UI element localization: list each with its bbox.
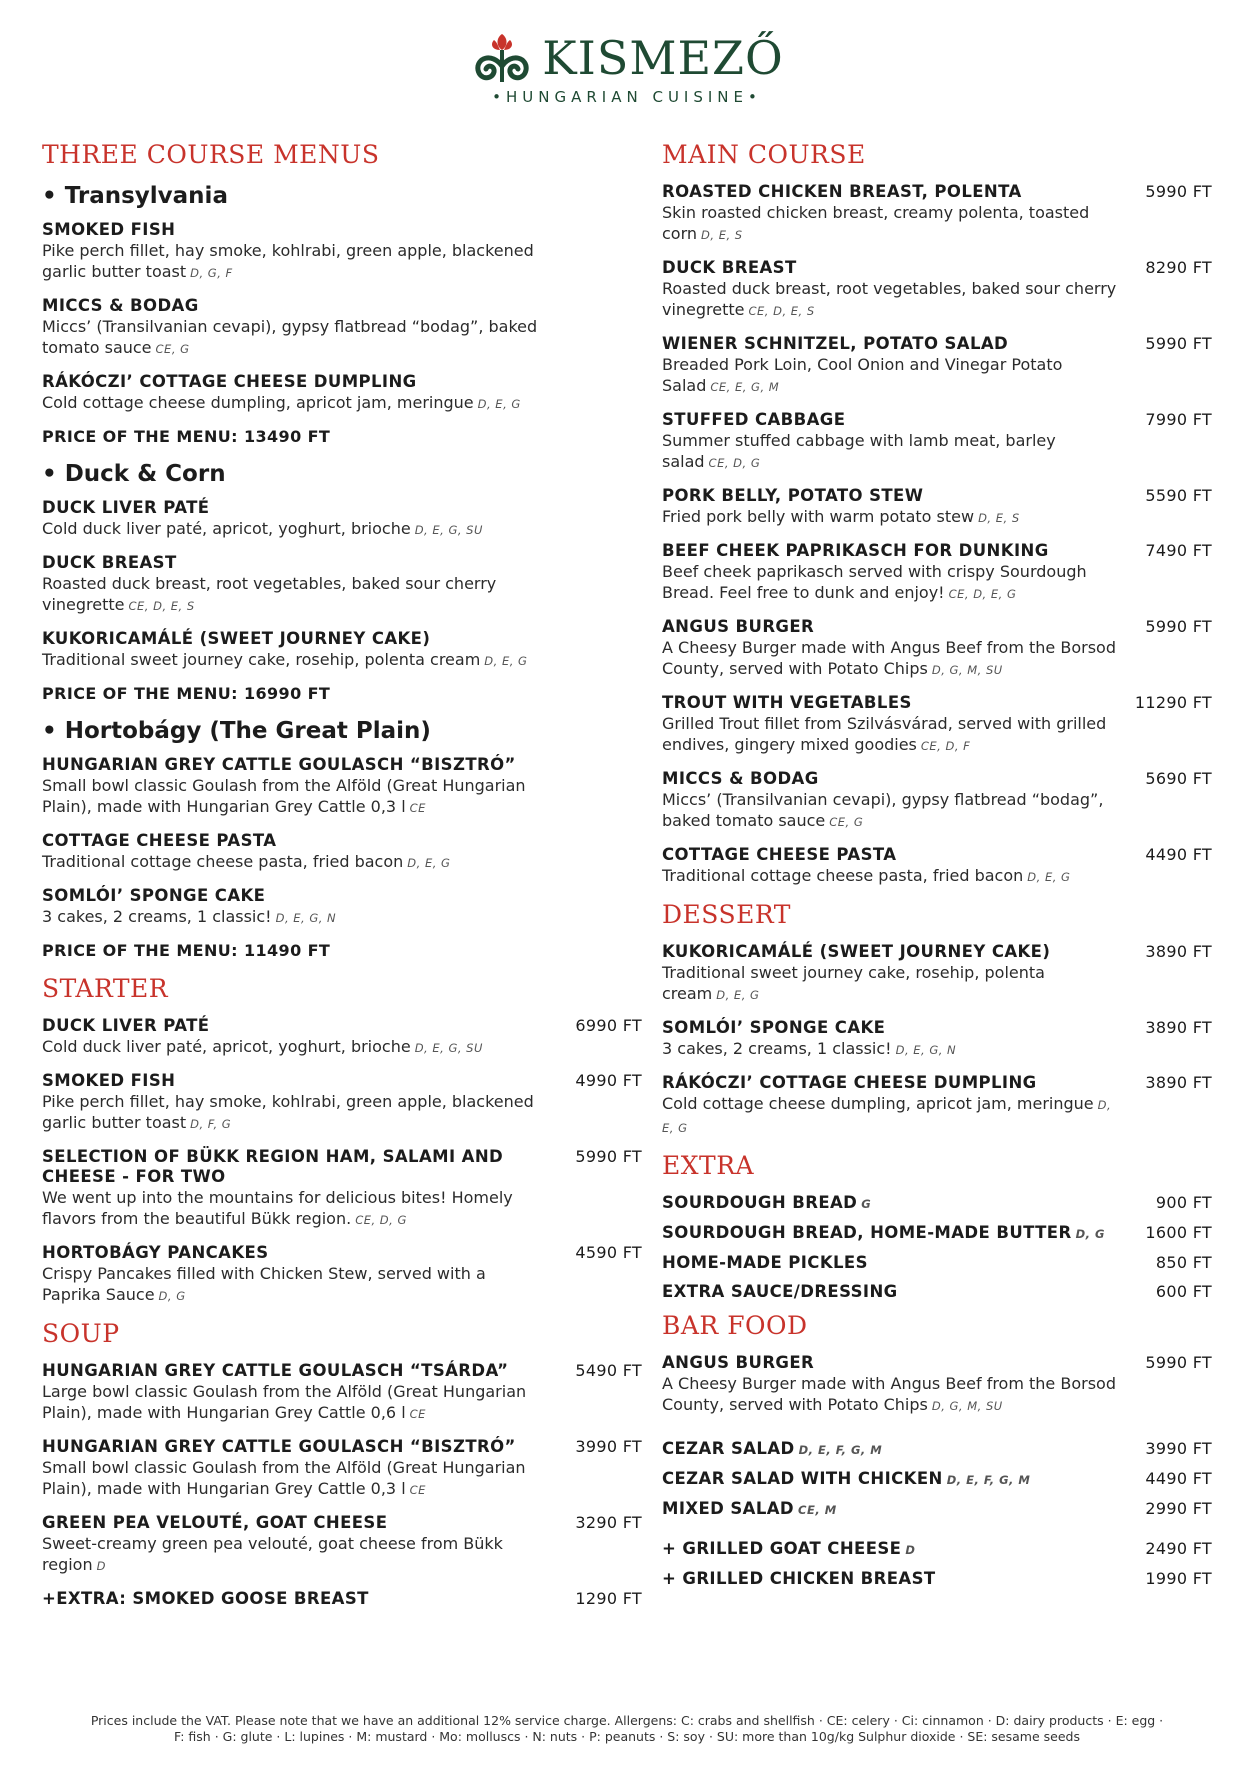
item-description-text: Cold cottage cheese dumpling, apricot jam, meringue — [42, 393, 474, 412]
item-name — [662, 769, 1212, 789]
item-name — [42, 1071, 642, 1091]
item-description — [662, 354, 1212, 398]
allergen-codes: D, E, G — [716, 988, 760, 1002]
menu-item — [42, 296, 642, 360]
item-price: 5690 FT — [1145, 769, 1212, 788]
allergen-codes: CE, D, E, G — [948, 587, 1017, 601]
item-price: 3890 FT — [1145, 1073, 1212, 1092]
item-name — [662, 1282, 1212, 1302]
item-description — [42, 1533, 642, 1577]
menu-item — [42, 1147, 642, 1231]
bar-salad-list — [662, 1439, 1212, 1520]
item-description — [662, 865, 1212, 888]
item-price: 6990 FT — [575, 1016, 642, 1035]
bar-addon-list — [662, 1539, 1212, 1589]
item-name-text: PORK BELLY, POTATO STEW — [662, 486, 924, 505]
item-price: 5990 FT — [575, 1147, 642, 1166]
item-name-text: ANGUS BURGER — [662, 617, 815, 636]
item-name-text: MIXED SALAD — [662, 1499, 795, 1518]
allergen-codes: CE, D, F — [920, 739, 971, 753]
menu-item — [662, 1499, 1212, 1520]
item-description — [42, 392, 642, 415]
item-price: 2490 FT — [1145, 1539, 1212, 1558]
item-description-text: Beef cheek paprikasch served with crispy Sourdough Bread. Feel free to dunk and enjoy! — [662, 562, 1087, 602]
allergen-codes: D, E, S — [701, 228, 743, 242]
allergen-codes: CE, D, G — [355, 1213, 407, 1227]
item-name — [42, 553, 642, 573]
item-description-text: A Cheesy Burger made with Angus Beef from the Borsod County, served with Potato Chips — [662, 638, 1116, 678]
allergen-codes: CE, E, G, M — [710, 380, 780, 394]
item-description-text: Traditional sweet journey cake, rosehip, polenta cream — [42, 650, 481, 669]
item-description-text: Small bowl classic Goulash from the Alföld (Great Hungarian Plain), made with Hungarian Grey Cattle 0,3 l — [42, 776, 526, 816]
allergen-codes: D, E, G — [1027, 870, 1071, 884]
section-title-main-course: MAIN COURSE — [662, 140, 866, 169]
allergen-codes: D, E, G — [477, 397, 521, 411]
section-title-dessert: DESSERT — [662, 900, 791, 929]
allergen-codes: D, E, S — [978, 511, 1020, 525]
menu-item — [662, 541, 1212, 605]
item-name-text: MICCS & BODAG — [662, 769, 819, 788]
set-menu-name: • Hortobágy (The Great Plain) — [42, 718, 431, 744]
menu-item — [662, 1253, 1212, 1273]
menu-item — [42, 886, 642, 929]
item-price: 8290 FT — [1145, 258, 1212, 277]
item-name — [42, 629, 642, 649]
menu-item — [662, 1353, 1212, 1417]
item-description — [662, 430, 1212, 474]
item-name-text: ANGUS BURGER — [662, 1353, 815, 1372]
item-name-text: DUCK LIVER PATÉ — [42, 1016, 210, 1035]
item-name-text: BEEF CHEEK PAPRIKASCH FOR DUNKING — [662, 541, 1049, 560]
allergen-codes: D — [96, 1559, 106, 1573]
item-name-text: SOURDOUGH BREAD — [662, 1193, 858, 1212]
soup-list — [42, 1361, 642, 1577]
item-description — [42, 573, 642, 617]
bar-burger — [662, 1353, 1212, 1417]
allergen-codes: D, G — [1075, 1227, 1105, 1241]
item-name-text: GREEN PEA VELOUTÉ, GOAT CHEESE — [42, 1513, 388, 1532]
item-name — [662, 486, 1212, 506]
menu-item — [662, 334, 1212, 398]
item-name-text: SOURDOUGH BREAD, HOME-MADE BUTTER — [662, 1223, 1072, 1242]
folk-flower-logo-icon — [470, 30, 534, 86]
item-name-text: TROUT WITH VEGETABLES — [662, 693, 912, 712]
allergen-footnote — [0, 1713, 1254, 1745]
menu-item — [662, 1282, 1212, 1302]
item-description-text: Crispy Pancakes filled with Chicken Stew, served with a Paprika Sauce — [42, 1264, 486, 1304]
item-name-text: MICCS & BODAG — [42, 296, 199, 315]
item-name — [662, 1353, 1212, 1373]
logo — [0, 30, 1254, 86]
item-name — [662, 1439, 1212, 1460]
item-name-text: DUCK LIVER PATÉ — [42, 498, 210, 517]
item-description — [42, 1457, 642, 1501]
item-name — [662, 541, 1212, 561]
allergen-codes: CE, G — [155, 342, 190, 356]
item-price: 3890 FT — [1145, 942, 1212, 961]
menu-item — [42, 553, 642, 617]
item-name-text: CEZAR SALAD WITH CHICKEN — [662, 1469, 943, 1488]
item-description-text: Pike perch fillet, hay smoke, kohlrabi, green apple, blackened garlic butter toast — [42, 1092, 534, 1132]
item-description — [662, 789, 1212, 833]
set-menu-name: • Duck & Corn — [42, 461, 226, 487]
item-price: 5990 FT — [1145, 334, 1212, 353]
item-description-text: Summer stuffed cabbage with lamb meat, barley salad — [662, 431, 1056, 471]
item-name-text: EXTRA SAUCE/DRESSING — [662, 1282, 898, 1301]
item-name — [662, 182, 1212, 202]
allergen-codes: D, E, F, G, M — [946, 1473, 1031, 1487]
item-price: 1600 FT — [1145, 1223, 1212, 1242]
item-name — [42, 1016, 642, 1036]
item-description — [662, 506, 1212, 529]
item-name — [662, 845, 1212, 865]
item-description — [42, 1036, 642, 1059]
item-price: 5490 FT — [575, 1361, 642, 1380]
allergen-codes: D, G, M, SU — [931, 663, 1003, 677]
allergen-codes: CE — [409, 801, 426, 815]
item-description-text: Roasted duck breast, root vegetables, baked sour cherry vinegrette — [42, 574, 497, 614]
item-name-text: KUKORICAMÁLÉ (SWEET JOURNEY CAKE) — [662, 942, 1051, 961]
item-description — [42, 649, 642, 672]
item-name — [42, 886, 642, 906]
item-name-text: SMOKED FISH — [42, 1071, 176, 1090]
menu-item — [662, 182, 1212, 246]
menu-item — [662, 617, 1212, 681]
brand-subtitle: •HUNGARIAN CUISINE• — [492, 88, 762, 106]
allergen-codes: D, G, M, SU — [931, 1399, 1003, 1413]
section-title-three-course: THREE COURSE MENUS — [42, 140, 380, 169]
menu-item — [662, 1073, 1212, 1139]
allergen-codes: D, E, G, SU — [414, 1041, 483, 1055]
item-description-text: Cold cottage cheese dumpling, apricot jam, meringue — [662, 1094, 1094, 1113]
item-description — [42, 240, 642, 284]
item-price: 1290 FT — [575, 1589, 642, 1608]
menu-item — [42, 1437, 642, 1501]
set-menus — [42, 182, 642, 960]
item-name — [662, 334, 1212, 354]
item-price: 5990 FT — [1145, 1353, 1212, 1372]
item-name-text: COTTAGE CHEESE PASTA — [42, 831, 277, 850]
item-name-text: RÁKÓCZI’ COTTAGE CHEESE DUMPLING — [662, 1073, 1037, 1092]
section-title-soup: SOUP — [42, 1319, 120, 1348]
menu-header — [0, 30, 1254, 106]
allergen-codes: D, E, G, SU — [414, 523, 483, 537]
item-description — [42, 1263, 642, 1307]
item-name — [42, 498, 642, 518]
item-description-text: Pike perch fillet, hay smoke, kohlrabi, green apple, blackened garlic butter toast — [42, 241, 534, 281]
item-description-text: Cold duck liver paté, apricot, yoghurt, brioche — [42, 519, 411, 538]
allergen-codes: CE, G — [829, 815, 864, 829]
item-name-text: CEZAR SALAD — [662, 1439, 795, 1458]
item-name — [662, 1193, 1212, 1214]
item-name-text: + GRILLED CHICKEN BREAST — [662, 1569, 936, 1588]
item-description-text: Breaded Pork Loin, Cool Onion and Vinegar Potato Salad — [662, 355, 1063, 395]
allergen-codes: D, E, G — [407, 856, 451, 870]
item-price: 11290 FT — [1134, 693, 1212, 712]
item-price: 7490 FT — [1145, 541, 1212, 560]
menu-item — [662, 258, 1212, 322]
item-name-text: DUCK BREAST — [42, 553, 177, 572]
item-name — [662, 942, 1212, 962]
menu-item — [42, 1071, 642, 1135]
menu-item — [42, 1016, 642, 1059]
item-price: 4490 FT — [1145, 845, 1212, 864]
item-description — [42, 906, 642, 929]
item-name — [42, 296, 642, 316]
item-name — [662, 693, 1212, 713]
allergen-codes: CE, M — [798, 1503, 837, 1517]
item-description — [42, 1381, 642, 1425]
item-name — [662, 1499, 1212, 1520]
starter-list — [42, 1016, 642, 1307]
allergen-codes: D, G, F — [190, 266, 233, 280]
allergen-codes: D, E, G, N — [275, 911, 337, 925]
item-description-text: Miccs’ (Transilvanian cevapi), gypsy flatbread “bodag”, baked tomato sauce — [662, 790, 1104, 830]
allergen-codes: D, E, G — [662, 1098, 1112, 1135]
brand-name: KISMEZŐ — [542, 31, 784, 85]
section-title-bar-food: BAR FOOD — [662, 1311, 808, 1340]
soup-extra-item — [42, 1589, 642, 1609]
item-name — [42, 831, 642, 851]
section-title-extra: EXTRA — [662, 1151, 755, 1180]
item-description-text: A Cheesy Burger made with Angus Beef from the Borsod County, served with Potato Chips — [662, 1374, 1116, 1414]
item-description-text: Fried pork belly with warm potato stew — [662, 507, 975, 526]
item-description-text: We went up into the mountains for delicious bites! Homely flavors from the beautiful Bükk region. — [42, 1188, 513, 1228]
item-price: 850 FT — [1155, 1253, 1212, 1272]
item-description — [662, 962, 1212, 1006]
item-name-text: ROASTED CHICKEN BREAST, POLENTA — [662, 182, 1022, 201]
item-name — [662, 1539, 1212, 1560]
allergen-codes: D, E, F, G, M — [798, 1443, 883, 1457]
item-description — [42, 1187, 642, 1231]
item-name — [662, 1569, 1212, 1589]
allergen-codes: G — [861, 1197, 872, 1211]
item-name — [662, 617, 1212, 637]
item-name — [662, 1018, 1212, 1038]
item-description-text: Sweet-creamy green pea velouté, goat cheese from Bükk region — [42, 1534, 503, 1574]
item-name — [42, 1361, 642, 1381]
item-description-text: Roasted duck breast, root vegetables, baked sour cherry vinegrette — [662, 279, 1117, 319]
menu-item — [42, 629, 642, 672]
allergen-codes: CE — [409, 1407, 426, 1421]
item-name — [662, 1469, 1212, 1490]
set-menu-price: PRICE OF THE MENU: 13490 FT — [42, 427, 331, 446]
item-name — [42, 1243, 642, 1263]
menu-item — [42, 1361, 642, 1425]
item-price: 5590 FT — [1145, 486, 1212, 505]
item-name — [42, 1437, 642, 1457]
menu-item — [42, 831, 642, 874]
right-column — [662, 140, 1212, 1598]
menu-item — [42, 220, 642, 284]
item-description — [42, 518, 642, 541]
allergen-codes: CE, D, E, S — [128, 599, 195, 613]
allergen-codes: D — [905, 1543, 916, 1557]
menu-item — [662, 486, 1212, 529]
footnote-line-1: Prices include the VAT. Please note that we have an additional 12% service charge. Allergens: C: crabs and shellfish · CE: celery · Ci: cinnamon · D: dairy products · E: egg · — [90, 1713, 1164, 1728]
menu-item — [662, 1469, 1212, 1490]
allergen-codes: D, F, G — [190, 1117, 232, 1131]
allergen-codes: CE — [409, 1483, 426, 1497]
item-price: 600 FT — [1155, 1282, 1212, 1301]
item-description — [42, 775, 642, 819]
item-name-text: WIENER SCHNITZEL, POTATO SALAD — [662, 334, 1009, 353]
item-price: 900 FT — [1155, 1193, 1212, 1212]
menu-item — [662, 1223, 1212, 1244]
item-price: 3290 FT — [575, 1513, 642, 1532]
set-menu-price: PRICE OF THE MENU: 16990 FT — [42, 684, 331, 703]
item-price: 3990 FT — [1145, 1439, 1212, 1458]
item-name-text: HOME-MADE PICKLES — [662, 1253, 868, 1272]
item-description — [662, 202, 1212, 246]
item-name-text: KUKORICAMÁLÉ (SWEET JOURNEY CAKE) — [42, 629, 431, 648]
item-price: 4990 FT — [575, 1071, 642, 1090]
item-description — [662, 1093, 1212, 1139]
item-price: 2990 FT — [1145, 1499, 1212, 1518]
item-name-text: HUNGARIAN GREY CATTLE GOULASCH “BISZTRÓ” — [42, 1437, 516, 1456]
item-description-text: Skin roasted chicken breast, creamy polenta, toasted corn — [662, 203, 1090, 243]
footnote-line-2: F: fish · G: glute · L: lupines · M: mustard · Mo: molluscs · N: nuts · P: peanuts · S: soy · SU: more than 10g/kg Sulphur dioxide · SE: sesame seeds — [174, 1729, 1080, 1744]
item-description — [42, 1091, 642, 1135]
dessert-list — [662, 942, 1212, 1139]
item-description — [42, 316, 642, 360]
allergen-codes: D, E, G — [484, 654, 528, 668]
section-title-starter: STARTER — [42, 974, 169, 1003]
item-name-text: HORTOBÁGY PANCAKES — [42, 1243, 269, 1262]
item-price: 5990 FT — [1145, 182, 1212, 201]
item-name-text: HUNGARIAN GREY CATTLE GOULASCH “TSÁRDA” — [42, 1361, 509, 1380]
extra-list — [662, 1193, 1212, 1302]
item-description-text: 3 cakes, 2 creams, 1 classic! — [42, 907, 272, 926]
item-name — [662, 1253, 1212, 1273]
item-name-text: COTTAGE CHEESE PASTA — [662, 845, 897, 864]
menu-item — [662, 1193, 1212, 1214]
item-description-text: Large bowl classic Goulash from the Alföld (Great Hungarian Plain), made with Hungarian Grey Cattle 0,6 l — [42, 1382, 527, 1422]
menu-item — [42, 1513, 642, 1577]
menu-item — [42, 372, 642, 415]
menu-item — [662, 693, 1212, 757]
item-name: +EXTRA: SMOKED GOOSE BREAST — [42, 1589, 369, 1608]
item-name-text: HUNGARIAN GREY CATTLE GOULASCH “BISZTRÓ” — [42, 755, 516, 774]
item-price: 7990 FT — [1145, 410, 1212, 429]
set-menu-name: • Transylvania — [42, 183, 228, 209]
item-price: 4490 FT — [1145, 1469, 1212, 1488]
allergen-codes: CE, D, E, S — [748, 304, 815, 318]
allergen-codes: D, G — [158, 1289, 186, 1303]
item-name — [42, 1513, 642, 1533]
item-price: 4590 FT — [575, 1243, 642, 1262]
item-description-text: Traditional sweet journey cake, rosehip, polenta cream — [662, 963, 1045, 1003]
item-description — [662, 713, 1212, 757]
menu-item — [662, 410, 1212, 474]
left-column — [42, 140, 642, 1621]
item-name — [42, 755, 642, 775]
item-price: 5990 FT — [1145, 617, 1212, 636]
item-name-text: SOMLÓI’ SPONGE CAKE — [42, 886, 266, 905]
menu-item — [662, 845, 1212, 888]
item-name — [662, 1073, 1212, 1093]
item-description — [662, 1038, 1212, 1061]
item-name — [42, 1147, 642, 1187]
main-course-list — [662, 182, 1212, 888]
menu-item — [42, 1243, 642, 1307]
item-name-text: RÁKÓCZI’ COTTAGE CHEESE DUMPLING — [42, 372, 417, 391]
item-description-text: Traditional cottage cheese pasta, fried bacon — [42, 852, 404, 871]
item-description — [662, 1373, 1212, 1417]
item-description — [42, 851, 642, 874]
menu-item — [662, 1539, 1212, 1560]
item-description-text: Miccs’ (Transilvanian cevapi), gypsy flatbread “bodag”, baked tomato sauce — [42, 317, 538, 357]
menu-item — [662, 769, 1212, 833]
item-description — [662, 637, 1212, 681]
item-description-text: Cold duck liver paté, apricot, yoghurt, brioche — [42, 1037, 411, 1056]
item-price: 3890 FT — [1145, 1018, 1212, 1037]
menu-item — [662, 1439, 1212, 1460]
item-name — [662, 410, 1212, 430]
item-name-text: + GRILLED GOAT CHEESE — [662, 1539, 902, 1558]
item-name — [662, 1223, 1212, 1244]
item-name-text: STUFFED CABBAGE — [662, 410, 846, 429]
item-price: 3990 FT — [575, 1437, 642, 1456]
menu-item — [662, 1569, 1212, 1589]
allergen-codes: D, E, G, N — [895, 1043, 957, 1057]
item-name-text: SOMLÓI’ SPONGE CAKE — [662, 1018, 886, 1037]
item-name — [42, 372, 642, 392]
item-description-text: Traditional cottage cheese pasta, fried bacon — [662, 866, 1024, 885]
menu-item — [662, 1018, 1212, 1061]
item-name-text: SELECTION OF BÜKK REGION HAM, SALAMI AND CHEESE - FOR TWO — [42, 1147, 504, 1186]
menu-item — [662, 942, 1212, 1006]
item-name-text: DUCK BREAST — [662, 258, 797, 277]
set-menu-price: PRICE OF THE MENU: 11490 FT — [42, 941, 331, 960]
item-price: 1990 FT — [1145, 1569, 1212, 1588]
item-name-text: SMOKED FISH — [42, 220, 176, 239]
menu-item — [42, 755, 642, 819]
item-description — [662, 278, 1212, 322]
item-name — [42, 220, 642, 240]
item-name — [662, 258, 1212, 278]
item-description-text: Small bowl classic Goulash from the Alföld (Great Hungarian Plain), made with Hungarian Grey Cattle 0,3 l — [42, 1458, 526, 1498]
menu-item — [42, 498, 642, 541]
item-description-text: 3 cakes, 2 creams, 1 classic! — [662, 1039, 892, 1058]
item-description — [662, 561, 1212, 605]
item-description-text: Grilled Trout fillet from Szilvásvárad, served with grilled endives, gingery mixed goodies — [662, 714, 1107, 754]
allergen-codes: CE, D, G — [708, 456, 761, 470]
